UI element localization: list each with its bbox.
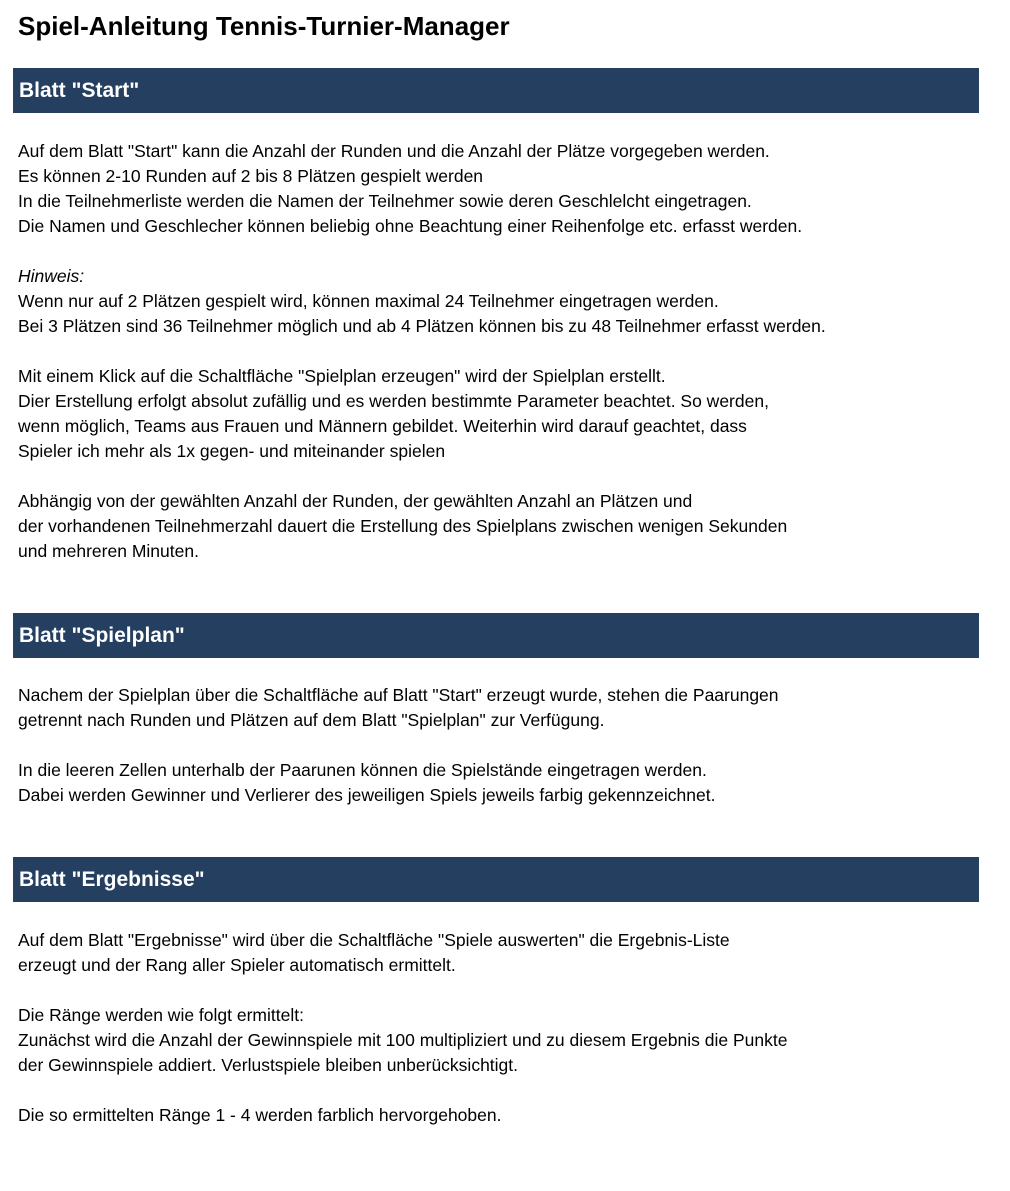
text-line: Auf dem Blatt "Start" kann die Anzahl der Runden und die Anzahl der Plätze vorgegeben werden. (18, 141, 770, 161)
text-line: Die Namen und Geschlecher können beliebig ohne Beachtung einer Reihenfolge etc. erfasst werden. (18, 216, 803, 236)
section-body-spielplan (18, 683, 978, 808)
text-line: In die Teilnehmerliste werden die Namen der Teilnehmer sowie deren Geschlelcht eingetragen. (18, 191, 752, 211)
text-line: wenn möglich, Teams aus Frauen und Männern gebildet. Weiterhin wird darauf geachtet, dass (18, 416, 747, 436)
text-line: Zunächst wird die Anzahl der Gewinnspiele mit 100 multipliziert und zu diesem Ergebnis die Punkte (18, 1030, 788, 1050)
note-label: Hinweis: (18, 266, 85, 286)
text-line: erzeugt und der Rang aller Spieler automatisch ermittelt. (18, 955, 456, 975)
text-line: Mit einem Klick auf die Schaltfläche "Spielplan erzeugen" wird der Spielplan erstellt. (18, 366, 666, 386)
text-line: Die Ränge werden wie folgt ermittelt: (18, 1005, 304, 1025)
text-line: Wenn nur auf 2 Plätzen gespielt wird, können maximal 24 Teilnehmer eingetragen werden. (18, 291, 719, 311)
text-line: der Gewinnspiele addiert. Verlustspiele bleiben unberücksichtigt. (18, 1055, 519, 1075)
section-header-spielplan: Blatt "Spielplan" (13, 613, 979, 658)
text-line: Dabei werden Gewinner und Verlierer des jeweiligen Spiels jeweils farbig gekennzeichnet. (18, 785, 716, 805)
section-body-start (18, 139, 978, 564)
section-header-start: Blatt "Start" (13, 68, 979, 113)
text-line: der vorhandenen Teilnehmerzahl dauert die Erstellung des Spielplans zwischen wenigen Sekunden (18, 516, 788, 536)
section-body-ergebnisse (18, 928, 978, 1128)
text-line: Dier Erstellung erfolgt absolut zufällig und es werden bestimmte Parameter beachtet. So werden, (18, 391, 769, 411)
page-title: Spiel-Anleitung Tennis-Turnier-Manager (18, 11, 510, 41)
text-line: Spieler ich mehr als 1x gegen- und miteinander spielen (18, 441, 446, 461)
text-line: Bei 3 Plätzen sind 36 Teilnehmer möglich und ab 4 Plätzen können bis zu 48 Teilnehmer erfasst werden. (18, 316, 826, 336)
text-line: und mehreren Minuten. (18, 541, 199, 561)
text-line: Es können 2-10 Runden auf 2 bis 8 Plätzen gespielt werden (18, 166, 484, 186)
text-line: Die so ermittelten Ränge 1 - 4 werden farblich hervorgehoben. (18, 1105, 502, 1125)
text-line: In die leeren Zellen unterhalb der Paarunen können die Spielstände eingetragen werden. (18, 760, 707, 780)
text-line: Abhängig von der gewählten Anzahl der Runden, der gewählten Anzahl an Plätzen und (18, 491, 693, 511)
section-header-ergebnisse: Blatt "Ergebnisse" (13, 857, 979, 902)
text-line: Auf dem Blatt "Ergebnisse" wird über die Schaltfläche "Spiele auswerten" die Ergebnis-Liste (18, 930, 730, 950)
text-line: getrennt nach Runden und Plätzen auf dem Blatt "Spielplan" zur Verfügung. (18, 710, 605, 730)
text-line: Nachem der Spielplan über die Schaltfläche auf Blatt "Start" erzeugt wurde, stehen die Paarungen (18, 685, 779, 705)
